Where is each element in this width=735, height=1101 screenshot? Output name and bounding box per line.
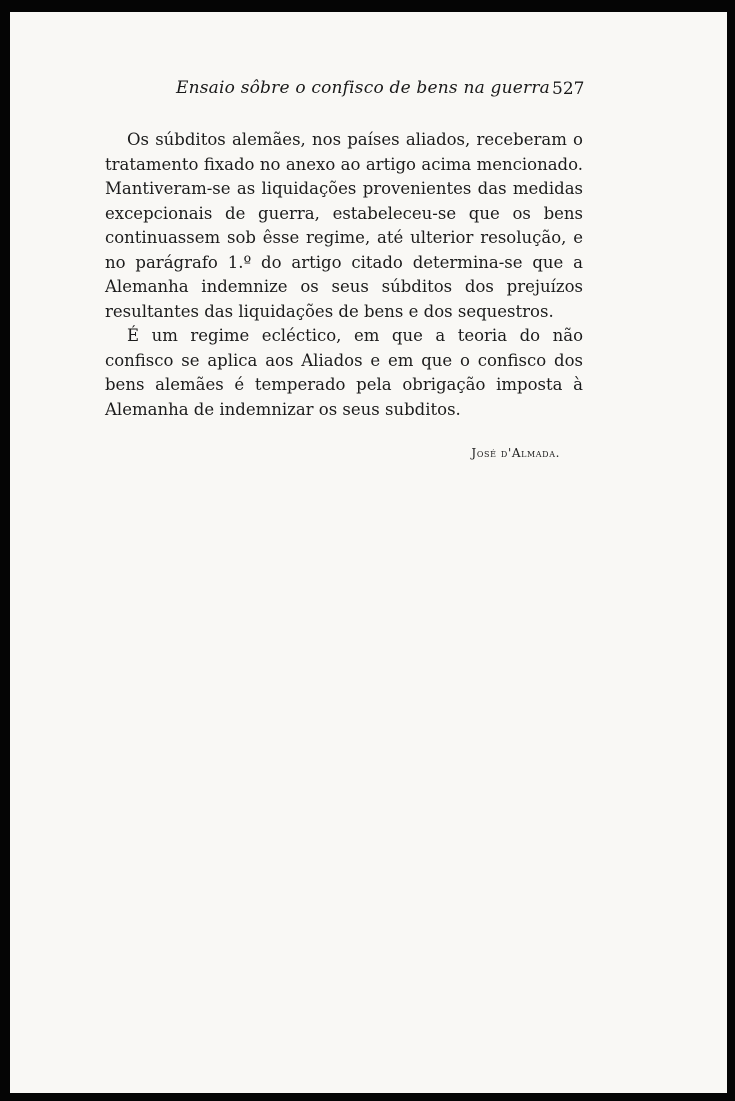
- page-number: 527: [552, 79, 585, 99]
- document-page: [10, 12, 727, 1093]
- body-text: [105, 128, 583, 422]
- author-signature: José d'Almada.: [471, 446, 560, 460]
- paragraph: É um regime ecléctico, em que a teoria do não confisco se aplica aos Aliados e em que o confisco dos bens alemães é temperado pela obrigação imposta à Alemanha de indemnizar os seus subditos.: [105, 326, 583, 419]
- running-header: [10, 78, 727, 108]
- running-title: Ensaio sôbre o confisco de bens na guerra: [176, 78, 551, 98]
- paragraph: Os súbditos alemães, nos países aliados, receberam o tratamento fixado no anexo ao artigo acima mencionado. Mantiveram-se as liquidações provenientes das medidas excepcionais de guerra, estabeleceu-se que os bens continuassem sob êsse regime, até ulterior resolução, e no parágrafo 1.º do artigo citado determina-se que a Alemanha indemnize os seus súbditos dos prejuízos resultantes das liquidações de bens e dos sequestros.: [105, 130, 583, 321]
